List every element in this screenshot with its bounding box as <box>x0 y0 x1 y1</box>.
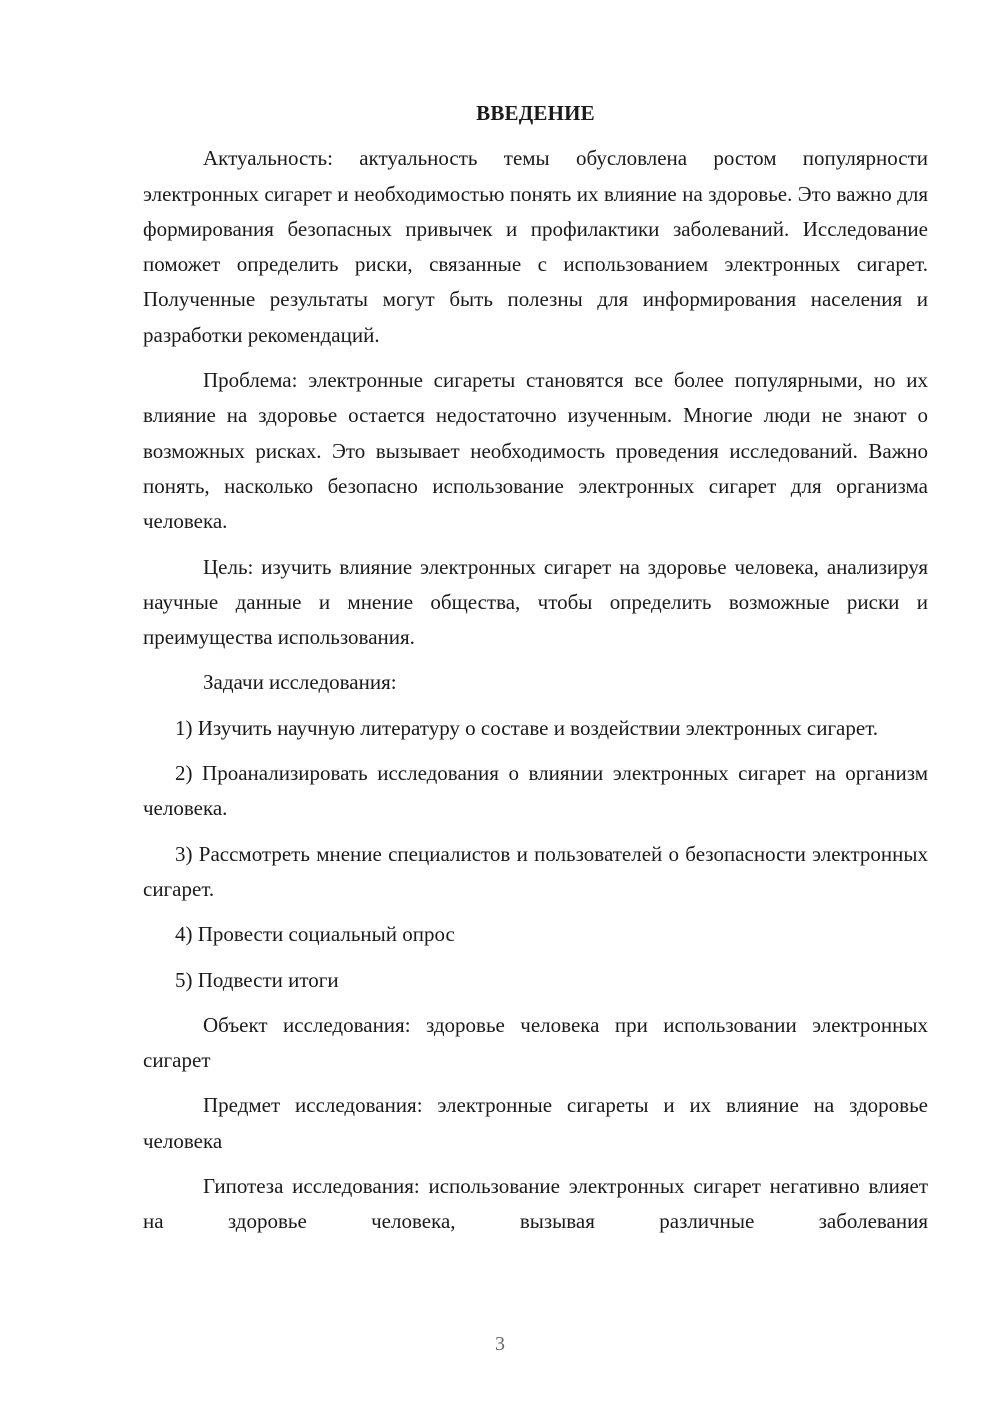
section-title: ВВЕДЕНИЕ <box>476 101 595 125</box>
document-page <box>143 96 928 1250</box>
tasks-heading: Задачи исследования: <box>203 670 397 695</box>
task-item-5: 5) Подвести итоги <box>175 967 339 992</box>
task-item-3: 3) Рассмотреть мнение специалистов и пользователей о безопасности электронных сигарет. <box>143 841 928 901</box>
task-item-1: 1) Изучить научную литературу о составе и воздействии электронных сигарет. <box>175 715 879 740</box>
goal-paragraph: Цель: изучить влияние электронных сигарет на здоровье человека, анализируя научные данные и мнение общества, чтобы определить возможные риски и преимущества использования. <box>143 554 928 650</box>
task-item-4: 4) Провести социальный опрос <box>175 922 455 947</box>
subject-paragraph: Предмет исследования: электронные сигареты и их влияние на здоровье человека <box>143 1093 928 1153</box>
page-number: 3 <box>495 1333 505 1355</box>
relevance-paragraph: Актуальность: актуальность темы обусловлена ростом популярности электронных сигарет и необходимостью понять их влияние на здоровье. Это важно для формирования безопасных привычек и профилактики заболеваний. Исследование поможет определить риски, связанные с использованием электронных сигарет. Полученные результаты могут быть полезны для информирования населения и разработки рекомендаций. <box>143 146 928 347</box>
problem-paragraph: Проблема: электронные сигареты становятся все более популярными, но их влияние на здоровье остается недостаточно изученным. Многие люди не знают о возможных рисках. Это вызывает необходимость проведения исследований. Важно понять, насколько безопасно использование электронных сигарет для организма человека. <box>143 368 928 534</box>
task-item-2: 2) Проанализировать исследования о влиянии электронных сигарет на организм человека. <box>143 761 928 821</box>
object-paragraph: Объект исследования: здоровье человека при использовании электронных сигарет <box>143 1012 928 1073</box>
hypothesis-paragraph: Гипотеза исследования: использование электронных сигарет негативно влияет на здоровье человека, вызывая различные заболевания <box>143 1174 928 1234</box>
